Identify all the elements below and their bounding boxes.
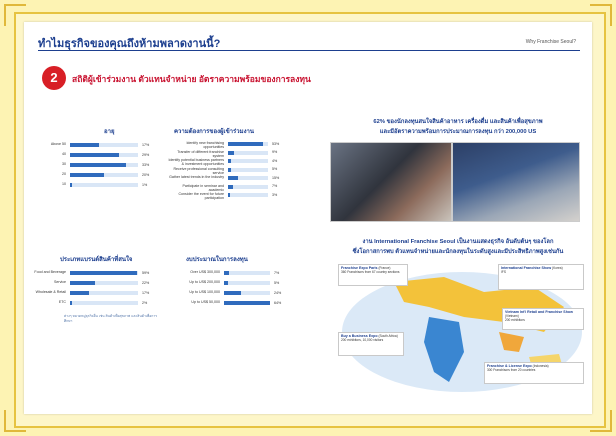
bar-track xyxy=(228,168,268,172)
bar-label: 10 xyxy=(62,182,66,186)
bar-percent: 3% xyxy=(272,192,278,197)
bar-track xyxy=(70,301,138,305)
age-panel-title: อายุ xyxy=(104,129,115,135)
bar-percent: 64% xyxy=(274,300,282,305)
bar-percent: 4% xyxy=(272,158,278,163)
world-map xyxy=(334,262,590,402)
bar-percent: 22% xyxy=(142,280,150,285)
bar xyxy=(70,271,137,275)
bar xyxy=(224,301,270,305)
bar-percent: 17% xyxy=(142,142,150,147)
bar-percent: 7% xyxy=(272,184,278,188)
expo-name: International Franchise Show xyxy=(501,266,552,270)
bar-percent: 20% xyxy=(142,172,150,177)
bar-label: ETC xyxy=(58,300,66,304)
bar xyxy=(70,183,72,187)
brochure-page xyxy=(24,22,592,414)
bar-track xyxy=(224,281,270,285)
exhibition-hall-photo xyxy=(452,142,580,222)
bar-label: Food and Beverage xyxy=(34,270,66,274)
bar xyxy=(224,291,241,295)
expo-ifs-card xyxy=(498,264,584,290)
expo-name: Vietnam Int'l Retail and Franchise Show xyxy=(505,310,573,314)
bar-label: Participate in seminar and academic xyxy=(182,183,224,192)
bar-label: Up to US$ 100,000 xyxy=(189,290,220,294)
bar-label: Wholesale & Retail xyxy=(35,290,66,294)
needs-panel-title: ความต้องการของผู้เข้าร่วมงาน xyxy=(174,129,254,135)
expo-indonesia-card xyxy=(484,362,584,384)
bar xyxy=(228,168,231,172)
bar-label: Receive professional consulting service xyxy=(173,166,224,175)
bar-percent: 9% xyxy=(272,150,278,154)
bar-percent: 5% xyxy=(274,280,280,285)
expo-detail: 360 Franchisors from 67 country sections xyxy=(341,270,400,274)
bar-label: Up to US$ 50,000 xyxy=(191,300,220,304)
bar-track xyxy=(228,185,268,189)
corner-ornament-icon xyxy=(590,4,612,26)
bar xyxy=(70,143,99,147)
bar-percent: 1% xyxy=(142,182,148,187)
bar xyxy=(224,271,229,275)
section-number-badge: 2 xyxy=(42,66,66,90)
stat-line-2: และมีอัตราความพร้อมการประมาณการลงทุน กว่า 200,000 US xyxy=(379,129,537,135)
corner-ornament-icon xyxy=(4,410,26,432)
bar-label: Consider the event for future participation xyxy=(178,192,224,200)
page-title: ทำไมธุรกิจของคุณถึงห้ามพลาดงานนี้? xyxy=(38,38,221,50)
bar-label: Service xyxy=(54,280,66,284)
bar-label: Up to US$ 200,000 xyxy=(189,280,220,284)
bar xyxy=(70,163,126,167)
budget-panel-title: งบประมาณในการลงทุน xyxy=(186,257,248,263)
bar-track xyxy=(70,183,138,187)
bar-percent: 17% xyxy=(142,290,150,295)
bar xyxy=(70,153,119,157)
expo-detail: 200 exhibitors, 10,000 visitors xyxy=(341,338,384,342)
expo-country: (France) xyxy=(378,266,391,270)
product-note: ต่างๆ หมวดหมู่ธุรกิจอื่น เช่น สินค้าเพื่อสุขภาพ และสินค้าเพื่อการศึกษา xyxy=(64,314,158,323)
expo-vietnam-card xyxy=(502,308,584,330)
bar xyxy=(228,142,263,146)
expo-country: (Vietnam) xyxy=(505,314,519,318)
bar xyxy=(228,176,238,180)
expo-paris-card xyxy=(338,264,408,286)
bar xyxy=(70,291,89,295)
bar-label: Above 50 xyxy=(50,142,66,146)
ifs-line-1: งาน International Franchise Seoul เป็นงานแสดงธุรกิจ อันดับต้นๆ ของโลก xyxy=(362,239,554,245)
bar xyxy=(70,281,95,285)
bar-percent: 15% xyxy=(272,175,280,180)
expo-south-africa-card xyxy=(338,332,404,356)
expo-country: (Korea) xyxy=(552,266,563,270)
bar xyxy=(70,173,104,177)
header-right-label: Why Franchise Seoul? xyxy=(525,39,576,45)
ifs-line-2: ซึ่งโอกาสการพบ ตัวแทนจำหน่ายและนักลงทุนในระดับสูงและมีประสิทธิภาพสูงเช่นกัน xyxy=(352,249,564,255)
expo-country: (Indonesia) xyxy=(532,364,549,368)
product-panel-title: ประเภทแบรนด์สินค้าที่สนใจ xyxy=(60,257,133,263)
bar-label: 30 xyxy=(62,162,66,166)
bar xyxy=(224,281,228,285)
visitors-photo xyxy=(330,142,452,222)
bar-percent: 59% xyxy=(142,270,150,275)
bar-label: Identify new franchising opportunities xyxy=(186,141,224,149)
expo-name: Franchise & License Expo xyxy=(487,364,532,368)
expo-detail: 300 Franchisors from 20 countries xyxy=(487,368,536,372)
expo-detail: IFS xyxy=(501,270,506,274)
bar xyxy=(228,151,234,155)
corner-ornament-icon xyxy=(590,410,612,432)
bar-track xyxy=(224,271,270,275)
expo-country: (South Africa) xyxy=(378,334,398,338)
bar-percent: 53% xyxy=(272,141,280,146)
bar-percent: 24% xyxy=(274,290,282,295)
bar-label: Identify potential business partners & investment opportunities xyxy=(168,158,224,166)
expo-name: Franchise Expo Paris xyxy=(341,266,378,270)
expo-detail: 200 exhibitors xyxy=(505,318,525,322)
bar-label: 20 xyxy=(62,172,66,176)
bar xyxy=(70,301,72,305)
section-title: สถิติผู้เข้าร่วมงาน ตัวแทนจำหน่าย อัตราความพร้อมของการลงทุน xyxy=(72,74,311,84)
bar-track xyxy=(228,159,268,163)
bar-percent: 2% xyxy=(142,300,148,305)
bar-percent: 33% xyxy=(142,162,150,167)
bar-percent: 7% xyxy=(274,270,280,275)
bar-percent: 5% xyxy=(272,167,278,171)
header-divider xyxy=(38,50,580,51)
bar xyxy=(228,185,233,189)
stat-line-1: 62% ของนักลงทุนสนใจสินค้าอาหาร เครื่องดื่ม และสินค้าเพื่อสุขภาพ xyxy=(373,119,543,125)
bar-track xyxy=(228,151,268,155)
bar-label: Transfer of different franchise system xyxy=(177,149,224,158)
bar-track xyxy=(228,193,268,197)
corner-ornament-icon xyxy=(4,4,26,26)
bar xyxy=(228,159,231,163)
expo-name: Buy a Business Expo xyxy=(341,334,378,338)
bar xyxy=(228,193,230,197)
bar-percent: 29% xyxy=(142,152,150,157)
bar-label: Over US$ 300,000 xyxy=(190,270,220,274)
bar-label: Gather latest trends in the industry xyxy=(169,175,224,179)
bar-label: 40 xyxy=(62,152,66,156)
